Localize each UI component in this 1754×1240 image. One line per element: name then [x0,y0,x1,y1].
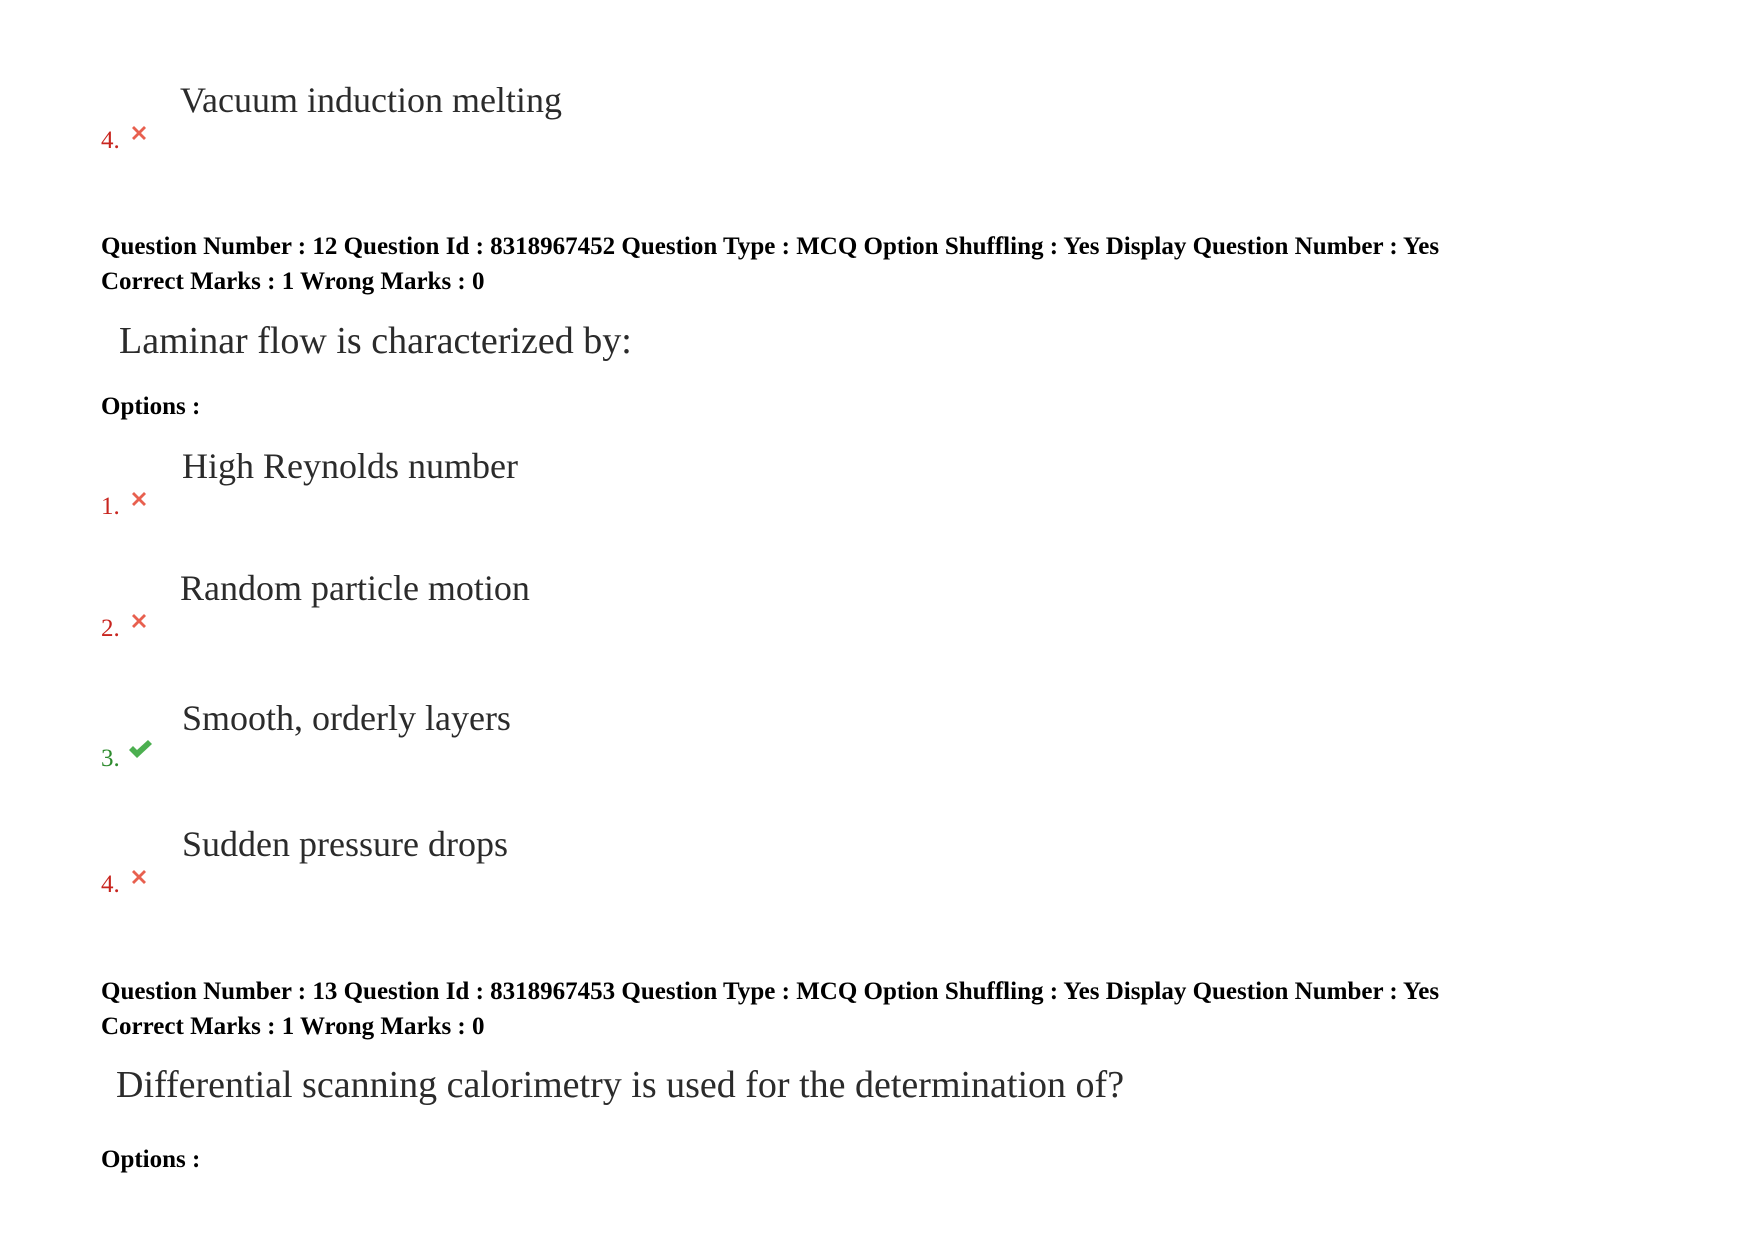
question-12-options-label: Options : [101,393,201,420]
option-number: 1. [101,493,120,520]
option-number: 4. [101,127,120,154]
option-text: Vacuum induction melting [180,80,562,120]
question-12-text: Laminar flow is characterized by: [119,320,632,362]
question-12-meta-line2: Correct Marks : 1 Wrong Marks : 0 [101,268,485,295]
question-13-options-label: Options : [101,1146,201,1173]
prev-question-option-4 [0,78,1200,158]
cross-icon [128,488,150,510]
question-13-meta-line2: Correct Marks : 1 Wrong Marks : 0 [101,1013,485,1040]
cross-icon [128,610,150,632]
question-12-meta-line1: Question Number : 12 Question Id : 8318967452 Question Type : MCQ Option Shuffling : Yes Display Question Number : Yes [101,233,1440,260]
option-text: Smooth, orderly layers [182,698,511,738]
cross-icon [128,866,150,888]
option-number: 4. [101,871,120,898]
question-12-option-4 [0,822,1200,902]
option-text: Random particle motion [180,568,530,608]
check-icon [127,738,153,760]
option-number: 2. [101,615,120,642]
option-text: High Reynolds number [182,446,518,486]
question-12-option-2 [0,566,1200,646]
cross-icon [128,122,150,144]
option-text: Sudden pressure drops [182,824,508,864]
option-number: 3. [101,745,120,772]
question-13-meta-line1: Question Number : 13 Question Id : 8318967453 Question Type : MCQ Option Shuffling : Yes Display Question Number : Yes [101,978,1440,1005]
question-12-option-3 [0,696,1200,776]
question-12-option-1 [0,444,1200,524]
question-13-text: Differential scanning calorimetry is used for the determination of? [116,1064,1125,1106]
